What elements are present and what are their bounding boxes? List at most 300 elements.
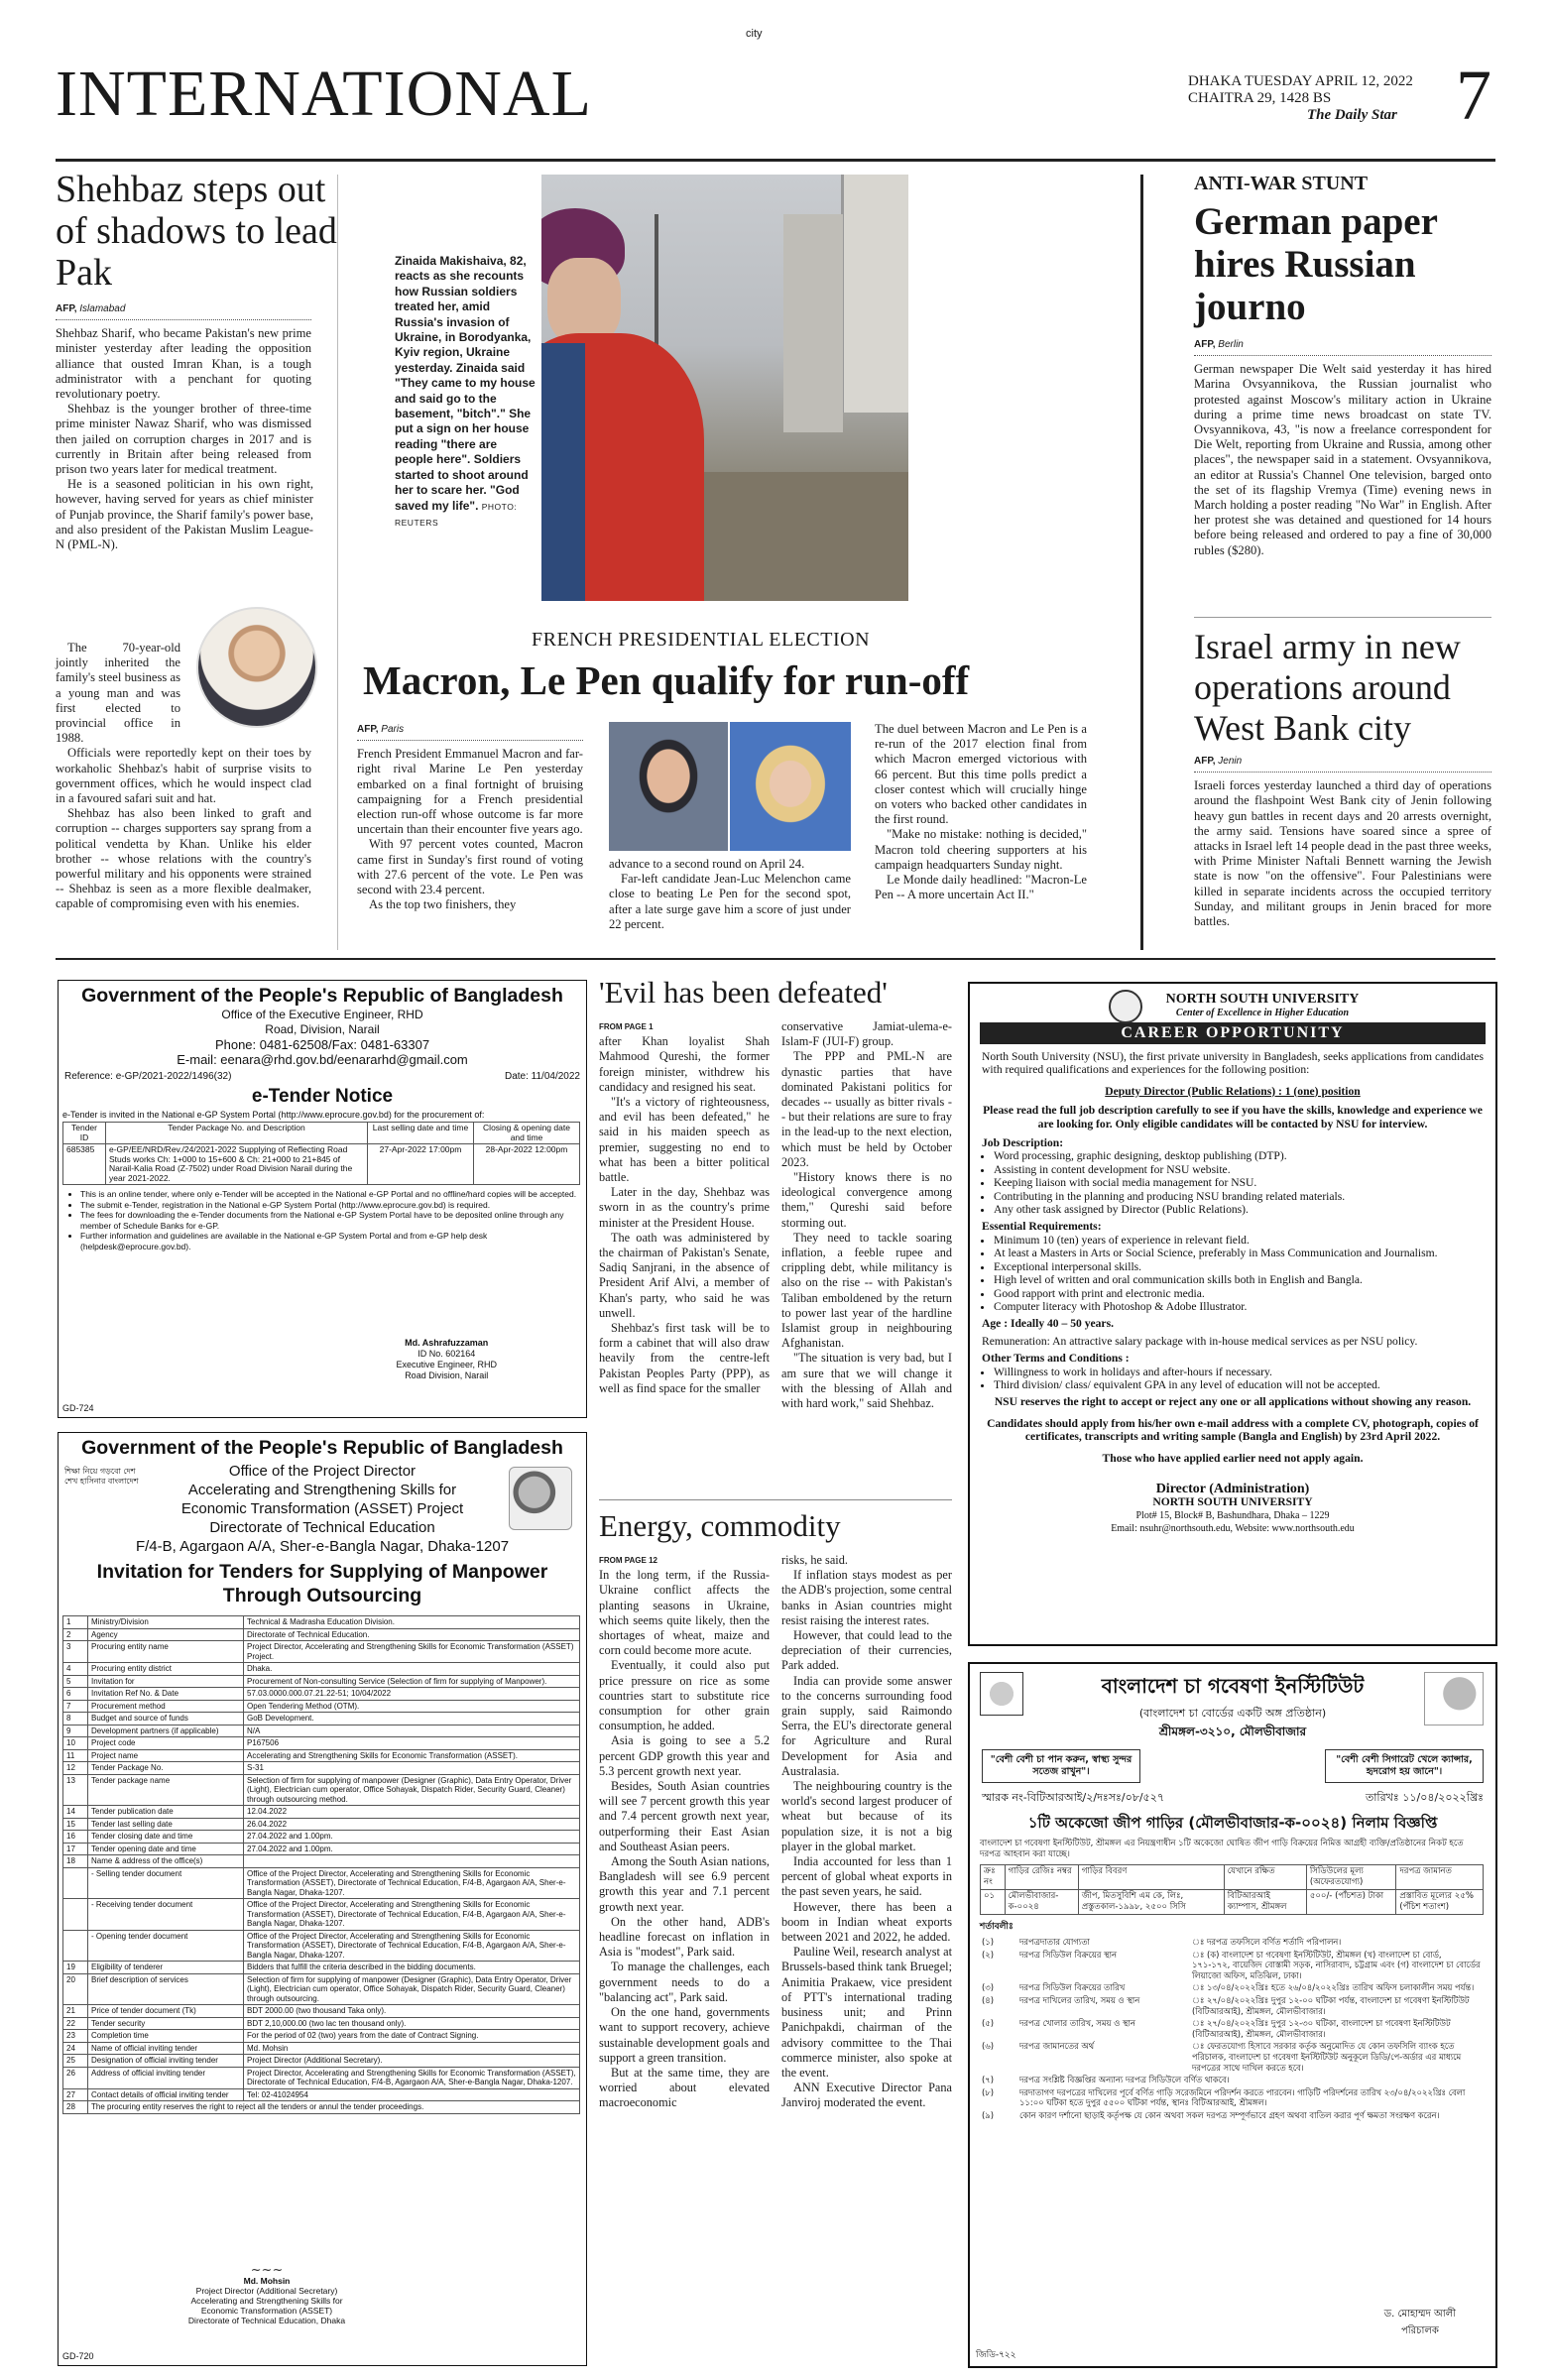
- paragraph: He is a seasoned politician in his own right, however, having served for years as chief minister of Punjab province, the Sharif family's power base, and also president of the Pakistan Muslim League-N (PML-N).: [56, 477, 313, 552]
- asset-tender: [58, 1432, 587, 2366]
- paragraph: The duel between Macron and Le Pen is a re-run of the 2017 election final from which Macron emerged victorious with 66 percent. But this time polls predict a closer contest which will crucially hinge on voters who backed other candidates in the first round.: [875, 722, 1087, 827]
- table-cell: (২): [982, 1949, 994, 1960]
- nsu-name: NORTH SOUTH UNIVERSITY: [1165, 992, 1360, 1007]
- from-page: FROM PAGE 1: [599, 1022, 654, 1031]
- paragraph: The neighbouring country is the world's second largest producer of wheat but because of its population size, it is not a big player in the global market.: [781, 1779, 952, 1853]
- table-cell: (৫): [982, 2018, 994, 2029]
- macron-lepen-photo: [609, 722, 851, 851]
- table-row: [63, 1930, 580, 1962]
- table-cell: Tender security: [88, 2017, 244, 2030]
- antiwar-kicker: ANTI-WAR STUNT: [1194, 173, 1369, 194]
- table-cell: 6: [63, 1688, 88, 1701]
- table-cell: দরপত্র জামানতের অর্থ: [1019, 2041, 1095, 2052]
- table-row: [63, 1688, 580, 1701]
- table-row: [980, 2109, 1484, 2122]
- paragraph: The oath was administered by the chairman of Pakistan's Senate, Sadiq Sanjrani, in the absence of President Arif Alvi, a member of Khan's party, who said he was unwell.: [599, 1230, 770, 1320]
- tea-signature: ড. মোহাম্মদ আলী পরিচালক: [1383, 2309, 1456, 2336]
- paragraph: Far-left candidate Jean-Luc Melenchon came close to beating Le Pen for the second spot, after a late surge gave him a score of just under 22 percent.: [609, 872, 851, 931]
- paragraph: German newspaper Die Welt said yesterday it has hired Marina Ovsyannikova, the Russian journalist who protested against Moscow's military action in Ukraine during a prime time news broadcast on state TV. Ovsyannikova, 43, "is now a freelance correspondent for Die Welt, reporting from Ukraine and Russia, among other places", the newspaper said in a statement. Ovsyannikova, an editor at Russia's Channel One television, barged onto the set of its flagship Vremya (Time) evening news in March holding a poster reading "No War" in English. After her protest she was detained and questioned for 14 hours before being released and ordered to pay a fine of 30,000 rubles ($280).: [1194, 362, 1491, 557]
- nsu-tagline: Center of Excellence in Higher Education: [1175, 1008, 1350, 1018]
- asset-title-2: Through Outsourcing: [222, 1585, 422, 1606]
- list-item: • Good rapport with print and electronic media.: [994, 1287, 1484, 1300]
- table-row: [63, 1973, 580, 2005]
- tea-slogan-left: "বেশী বেশী চা পান করুন, স্বাস্থ্য সুন্দর সতেজ রাখুন"।: [982, 1749, 1140, 1783]
- table-cell: 16: [63, 1831, 88, 1844]
- energy-col1: [599, 1553, 770, 2111]
- table-cell: Invitation for: [88, 1675, 244, 1688]
- table-cell: Tender publication date: [88, 1806, 244, 1819]
- table-cell: (৩): [982, 1982, 994, 1993]
- list-item: • Contributing in the planning and producing NSU branding related materials.: [994, 1190, 1484, 1203]
- table-cell: 12: [63, 1762, 88, 1775]
- nsu-req-title: Essential Requirements:: [982, 1220, 1102, 1234]
- nsu-position: Deputy Director (Public Relations) : 1 (one) position: [1105, 1084, 1361, 1098]
- table-cell: দরপত্র দাখিলের তারিখ, সময় ও স্থান: [1019, 1994, 1140, 2005]
- etender-notes: • This is an online tender, where only e-Tender will be accepted in the National e-GP Portal and no offline/hard copies will be accepted. • The submit e-Tender, registration in the National e-GP System Portal (http://www.eprocure.gov.bd) is required. • The fees for downloading the e-Tender documents from the National e-GP System Portal have to be deposited online through any member of Schedule Banks for e-GP. • Further information and guidelines are available in the National e-GP System Portal and from e-GP help desk (helpdesk@eprocure.gov.bd).: [80, 1189, 578, 1251]
- table-cell: 26.04.2022: [244, 1818, 580, 1831]
- table-cell: 12.04.2022: [244, 1806, 580, 1819]
- table-cell: 27: [63, 2088, 88, 2101]
- nsu-remun: Remuneration: An attractive salary package with in-house medical services as per NSU policy.: [982, 1334, 1418, 1348]
- evil-headline: 'Evil has been defeated': [599, 975, 888, 1010]
- table-cell: Accelerating and Strengthening Skills for Economic Transformation (ASSET).: [244, 1749, 580, 1762]
- table-cell: 28: [63, 2101, 88, 2114]
- table-row: [63, 1867, 580, 1899]
- table-cell: S-31: [244, 1762, 580, 1775]
- table-cell: Completion time: [88, 2030, 244, 2043]
- table-cell: 4: [63, 1663, 88, 1676]
- paragraph: French President Emmanuel Macron and far-right rival Marine Le Pen yesterday embarked on a final fortnight of bruising campaigning for a French presidential election run-off whose outcome is far more uncertain than their encounter five years ago.: [357, 747, 583, 837]
- macron-col1: [357, 722, 583, 912]
- etender-phone: Phone: 0481-62508/Fax: 0481-63307: [214, 1037, 430, 1052]
- table-cell: 22: [63, 2017, 88, 2030]
- table-row: [63, 1641, 580, 1663]
- nsu-intro: North South University (NSU), the first private university in Bangladesh, seeks applications from candidates with required qualifications and experiences for the following position:: [982, 1050, 1484, 1077]
- ad-code: GD-720: [62, 2351, 94, 2361]
- etender-table: Tender ID Tender Package No. and Description Last selling date and time Closing & opening date and time 685385 e-GP/EE/NRD/Rev./24/2021-2022 Supplying of Reflecting Road Studs works Ch: 1+000 to 15+600 & Ch: 21+000 to 21+845 of Narail-Kalia Road (Z-7502) under Road Division Narail during the year 2021-2022. 27-Apr-2022 17:00pm 28-Apr-2022 12:00pm: [62, 1122, 580, 1185]
- etender-title: e-Tender Notice: [251, 1086, 394, 1107]
- table-cell: Project name: [88, 1749, 244, 1762]
- tea-memo: স্মারক নং-বিটিআরআই/২/দঃসঃ/০৮/৫২৭: [982, 1791, 1165, 1804]
- table-cell: Dhaka.: [244, 1663, 580, 1676]
- table-row: [980, 2040, 1484, 2074]
- table-cell: 7: [63, 1700, 88, 1713]
- table-cell: 13: [63, 1774, 88, 1806]
- evil-col2: [781, 1019, 952, 1411]
- table-row: [63, 1737, 580, 1750]
- table-cell: 10: [63, 1737, 88, 1750]
- table-row: [63, 1663, 580, 1676]
- table-cell: 27.04.2022 and 1.00pm.: [244, 1831, 580, 1844]
- paragraph: India accounted for less than 1 percent of global wheat exports in the past seven years, he said.: [781, 1854, 952, 1899]
- table-cell: ঃ ১৩/০৪/২০২২খ্রিঃ হতে ২৬/০৪/২০২২খ্রিঃ তারিখ অফিস চলাকালীন সময় পর্যন্ত।: [1192, 1982, 1475, 1993]
- table-row: [63, 1628, 580, 1641]
- table-row: [63, 2101, 580, 2114]
- table-cell: (৬): [982, 2041, 994, 2052]
- table-cell: ঃ দরপত্র তফসিলে বর্ণিত শর্তাদি পরিপালন।: [1192, 1937, 1342, 1947]
- list-item: • Exceptional interpersonal skills.: [994, 1260, 1484, 1273]
- list-item: • Computer literacy with Photoshop & Adobe Illustrator.: [994, 1300, 1484, 1313]
- section-tag: city: [746, 28, 763, 40]
- table-cell: 20: [63, 1973, 88, 2005]
- tea-memo-date: তারিখঃ ১১/০৪/২০২২খ্রিঃ: [1365, 1791, 1484, 1804]
- paragraph: If inflation stays modest as per the ADB's projection, some central banks in Asian countries might resist raising the interest rates.: [781, 1568, 952, 1627]
- table-row: [63, 1831, 580, 1844]
- table-cell: [63, 1899, 88, 1931]
- paragraph: Shehbaz is the younger brother of three-time prime minister Nawaz Sharif, who was dismissed then jailed on corruption charges in 2017 and is currently in Britain after being released from prison two years later for medical treatment.: [56, 402, 311, 477]
- asset-bn-tag: শিক্ষা নিয়ে গড়বো দেশ শেখ হাসিনার বাংলাদেশ: [64, 1467, 139, 1486]
- date-line: [1188, 73, 1413, 124]
- paragraph: advance to a second round on April 24.: [609, 857, 805, 871]
- table-cell: দরপত্র খোলার তারিখ, সময় ও স্থান: [1019, 2018, 1135, 2029]
- asset-govt: Government of the People's Republic of Bangladesh: [81, 1437, 563, 1459]
- table-cell: ঃ ফেরতযোগ্য হিসাবে সরকার কর্তৃক অনুমোদিত যে কোন তফসিলি ব্যাংক হতে পরিচালক, বাংলাদেশ চা গবেষণা ইনস্টিটিউট অনুকূলে ডিডি/পে-অর্ডার এর মাধ্যমে দরপত্রের সাথে দাখিল করতে হবে।: [1192, 2041, 1462, 2073]
- nsu-already: Those who have applied earlier need not apply again.: [1102, 1451, 1364, 1465]
- tea-terms: [980, 1936, 1484, 2122]
- table-cell: ঃ (ক) বাংলাদেশ চা গবেষণা ইনস্টিটিউট, শ্রীমঙ্গল (খ) বাংলাদেশ চা বোর্ড, ১৭১-১৭২, বায়েজিদ বোস্তামী সড়ক, নাসিরাবাদ, চট্টগ্রাম এবং (গ) বাংলাদেশ চা বোর্ডের লিয়াজো অফিস, মতিঝিল, ঢাকা।: [1192, 1949, 1481, 1980]
- paragraph: To manage the challenges, each government needs to do a "balancing act", Park said.: [599, 1960, 770, 2004]
- table-cell: (৯): [982, 2109, 994, 2120]
- table-cell: - Receiving tender document: [88, 1899, 244, 1931]
- table-cell: BDT 2000.00 (two thousand Taka only).: [244, 2005, 580, 2018]
- table-cell: 19: [63, 1962, 88, 1974]
- paragraph: Later in the day, Shehbaz was sworn in as the country's prime minister at the President House.: [599, 1185, 770, 1230]
- nsu-please: Please read the full job description carefully to see if you have the skills, knowledge and experience we are looking for. Only eligible candidates will be contacted by NSU for interview.: [983, 1104, 1483, 1130]
- table-row: [63, 1762, 580, 1775]
- tea-title: বাংলাদেশ চা গবেষণা ইনস্টিটিউট: [1101, 1674, 1365, 1698]
- tea-sub: (বাংলাদেশ চা বোর্ডের একটি অঙ্গ প্রতিষ্ঠান): [1138, 1707, 1327, 1720]
- table-cell: Selection of firm for supplying of manpower (Designer (Graphic), Data Entry Operator, Driver (Light), Electrician cum operator, Office Sohayak, Dispatch Rider, Security Guard, Cleaner) through outsourcing.: [244, 1973, 580, 2005]
- nsu-apply: Candidates should apply from his/her own e-mail address with a complete CV, photograph, copies of certificates, transcripts and writing sample (Bangla and English) by 23rd April 2022.: [987, 1416, 1479, 1444]
- table-cell: Selection of firm for supplying of manpower (Designer (Graphic), Data Entry Operator, Driver (Light), Electrician cum operator, Office Sohayak, Dispatch Rider, Security Guard, Cleaner) through outsourcing method.: [244, 1774, 580, 1806]
- paragraph: Officials were reportedly kept on their toes by workaholic Shehbaz's habit of surprise visits to government offices, which he would inspect clad in a favoured safari suit and hat.: [56, 746, 311, 806]
- table-row: [980, 1936, 1484, 1949]
- tea-slogan-right: "বেশী বেশী সিগারেট খেলে ক্যান্সার, হৃদরোগ হয় জানে"।: [1325, 1749, 1484, 1783]
- etender-addr: Road, Division, Narail: [265, 1022, 380, 1036]
- table-cell: 23: [63, 2030, 88, 2043]
- table-cell: Open Tendering Method (OTM).: [244, 1700, 580, 1713]
- table-cell: Tender last selling date: [88, 1818, 244, 1831]
- antiwar-headline: German paper hires Russian journo: [1194, 200, 1438, 328]
- table-cell: - Opening tender document: [88, 1930, 244, 1962]
- list-item: • Willingness to work in holidays and after-hours if necessary.: [994, 1366, 1484, 1378]
- table-cell: Ministry/Division: [88, 1616, 244, 1629]
- table-row: [63, 1713, 580, 1726]
- asset-table: [62, 1615, 580, 2114]
- macron-headline: Macron, Le Pen qualify for run-off: [363, 657, 970, 703]
- paragraph: In the long term, if the Russia-Ukraine conflict affects the planting seasons in Ukraine, which seems quite likely, then the shortages of wheat, maize and corn could become more acute.: [599, 1568, 770, 1658]
- macron-byline: AFP, Paris: [357, 722, 583, 741]
- table-cell: N/A: [244, 1725, 580, 1737]
- table-row: [980, 1949, 1484, 1982]
- table-cell: Agency: [88, 1628, 244, 1641]
- tea-auction-ad: [968, 1662, 1497, 2368]
- table-cell: The procuring entity reserves the right to reject all the tenders or annul the tender proceedings.: [88, 2101, 580, 2114]
- table-cell: Procurement method: [88, 1700, 244, 1713]
- bangla-date: CHAITRA 29, 1428 BS: [1188, 90, 1332, 106]
- shehbaz-byline: AFP, Islamabad: [56, 301, 311, 320]
- list-item: • At least a Masters in Arts or Social Science, preferably in Mass Communication and Journalism.: [994, 1247, 1484, 1259]
- table-cell: 15: [63, 1818, 88, 1831]
- table-cell: ঃ ২৭/০৪/২০২২খ্রিঃ দুপুর ১২-০০ ঘটিকা পর্যন্ত, বাংলাদেশ চা গবেষণা ইনস্টিটিউট (বিটিআরআই), শ্রীমঙ্গল, মৌলভীবাজার।: [1192, 1994, 1470, 2016]
- section-title: INTERNATIONAL: [56, 58, 592, 130]
- table-cell: [63, 1930, 88, 1962]
- table-cell: Price of tender document (Tk): [88, 2005, 244, 2018]
- table-cell: Office of the Project Director, Accelerating and Strengthening Skills for Economic Transformation (ASSET), Directorate of Technical Education, F/4-B, Agargaon A/A, Sher-e-Bangla Nagar, Dhaka-1207.: [244, 1899, 580, 1931]
- table-cell: 27.04.2022 and 1.00pm.: [244, 1843, 580, 1855]
- nsu-email: Email: nsuhr@northsouth.edu, Website: www.northsouth.edu: [1111, 1523, 1355, 1535]
- tea-table: ক্রঃ নং গাড়ির রেজিঃ নম্বর গাড়ির বিবরণ যেখানে রক্ষিত সিডিউলের মূল্য (অফেরতযোগ্য) দরপত্র জামানত ০১ মৌলভীবাজার-ক-০০২৪ জীপ, মিতসুবিশি এম কে, লিঃ, প্রস্তুতকাল-১৯৯৮, ২৫০০ সিসি বিটিআরআই ক্যাম্পাস, শ্রীমঙ্গল ৫০০/- (পাঁচশত) টাকা প্রস্তাবিত মূল্যের ২৫% (পঁচিশ শতাংশ): [980, 1864, 1484, 1915]
- paragraph: India can provide some answer to the concerns surrounding food grain supply, said Raimondo Serra, the EU's directorate general for Agriculture and Rural Development for Asia and Australasia.: [781, 1673, 952, 1778]
- table-row: [980, 2017, 1484, 2040]
- table-cell: কোন কারণ দর্শানো ছাড়াই কর্তৃপক্ষ যে কোন অথবা সকল দরপত্র সম্পূর্ণভাবে গ্রহণ অথবা বাতিল করার পূর্ণ ক্ষমতা সংরক্ষণ করেন।: [1019, 2109, 1440, 2120]
- nsu-sign: Director (Administration): [1155, 1481, 1310, 1496]
- table-row: [63, 1616, 580, 1629]
- table-row: [63, 1806, 580, 1819]
- etender-ref: Reference: e-GP/2021-2022/1496(32): [64, 1071, 232, 1082]
- paragraph: On the one hand, governments want to support recovery, achieve sustainable development goals and support a green transition.: [599, 2005, 770, 2065]
- table-cell: (৪): [982, 1994, 994, 2005]
- paragraph: "The situation is very bad, but I am sure that we will change it with the blessing of Allah and with hard work," said Shehbaz.: [781, 1351, 952, 1411]
- table-row: [63, 1843, 580, 1855]
- paragraph: "History knows there is no ideological convergence among them," Qureshi said before storming out.: [781, 1170, 952, 1230]
- table-row: [980, 1994, 1484, 2017]
- table-cell: Technical & Madrasha Education Division.: [244, 1616, 580, 1629]
- tea-intro: বাংলাদেশ চা গবেষণা ইনস্টিটিউট, শ্রীমঙ্গল এর নিয়ন্ত্রণাধীন ১টি অকেজো ঘোষিত জীপ গাড়ি বিক্রয়ের নিমিত্ত আগ্রহী ব্যক্তি/প্রতিষ্ঠানের নিকট হতে দরপত্র আহবান করা যাচ্ছে।: [980, 1839, 1464, 1859]
- table-cell: 2: [63, 1628, 88, 1641]
- asset-signature: ~~~ Md. Mohsin Project Director (Additional Secretary) Accelerating and Strengthening Skills for Economic Transformation (ASSET) Directorate of Technical Education, Dhaka: [187, 2263, 346, 2325]
- paragraph: Besides, South Asian countries will see 7 percent growth this year and 7.4 percent growth next year, outperforming their East Asian and Southeast Asian peers.: [599, 1779, 770, 1853]
- etender-email: E-mail: eenara@rhd.gov.bd/eenararhd@gmail.com: [177, 1052, 468, 1067]
- etender-office: Office of the Executive Engineer, RHD: [221, 1008, 423, 1021]
- paragraph: Eventually, it could also put price pressure on rice as some countries start to substitute rice consumption for other grain consumption, he added.: [599, 1658, 770, 1733]
- table-row: [63, 1774, 580, 1806]
- nsu-other-title: Other Terms and Conditions :: [982, 1352, 1130, 1366]
- table-cell: (১): [982, 1937, 994, 1947]
- etender-signature: Md. Ashrafuzzaman ID No. 602164 Executive Engineer, RHD Road Division, Narail: [396, 1338, 497, 1380]
- table-cell: 14: [63, 1806, 88, 1819]
- paragraph: They need to tackle soaring inflation, a feeble rupee and crippling debt, while militancy is also on the rise -- with Pakistan's Taliban emboldened by the return to power last year of the hardline Islamist group in neighbouring Afghanistan.: [781, 1230, 952, 1351]
- paragraph: after Khan loyalist Shah Mahmood Qureshi, the former foreign minister, withdrew his candidacy and resigned his seat.: [599, 1034, 770, 1094]
- page-number: 7: [1456, 56, 1491, 135]
- date-text: DHAKA TUESDAY APRIL 12, 2022: [1188, 73, 1413, 89]
- table-cell: 17: [63, 1843, 88, 1855]
- nsu-logo: [1109, 990, 1142, 1023]
- photo-caption: [357, 175, 541, 601]
- table-cell: দরপত্র সংশ্লিষ্ট বিজ্ঞপ্তির অন্যান্য দরপত্র সিডিউলে বর্ণিত থাকবে।: [1019, 2075, 1230, 2085]
- table-row: [63, 1675, 580, 1688]
- list-item: • Assisting in content development for NSU website.: [994, 1163, 1484, 1176]
- israel-body: [1194, 754, 1491, 929]
- antiwar-body: [1194, 337, 1491, 558]
- table-cell: [244, 1855, 580, 1868]
- macron-photo: [609, 722, 728, 851]
- table-cell: Tender closing date and time: [88, 1831, 244, 1844]
- paragraph: risks, he said.: [781, 1553, 848, 1567]
- table-row: [980, 1981, 1484, 1994]
- paragraph: But at the same time, they are worried about elevated macroeconomic: [599, 2065, 770, 2110]
- paragraph: The PPP and PML-N are dynastic parties that have dominated Pakistani politics for decades -- usually as bitter rivals -- but their relations are sure to fray in the lead-up to the next election, which must be held by October 2023.: [781, 1049, 952, 1169]
- paragraph: Pauline Weil, research analyst at Brussels-based think tank Bruegel; Animitia Prakaew, vice president of PTT's international trading business unit; and Prinn Panichpakdi, chairman of the advisory committee to the Thai commerce minister, also spoke at the event.: [781, 1945, 952, 2080]
- table-row: [63, 1700, 580, 1713]
- list-item: • Keeping liaison with social media management for NSU.: [994, 1176, 1484, 1189]
- table-cell: দরদাতাগণ দরপত্রের দাখিলের পূর্বে বর্ণিত গাড়ি সরেজমিনে পরিদর্শন করতে পারবেন। গাড়িটি পরিদর্শনের তারিখ ২৩/০৪/২০২২খ্রিঃ বেলা ১১:০০ ঘটিকা হতে দুপুর ৫৫০০ ঘটিকা পর্যন্ত, স্থানঃ বিটিআরআই, শ্রীমঙ্গল।: [1019, 2086, 1466, 2108]
- list-item: • High level of written and oral communication skills both in English and Bangla.: [994, 1273, 1484, 1286]
- list-item: • Minimum 10 (ten) years of experience in relevant field.: [994, 1234, 1484, 1247]
- table-cell: (৭): [982, 2075, 994, 2085]
- table-cell: 26: [63, 2067, 88, 2088]
- asset-line: Accelerating and Strengthening Skills for: [187, 1482, 457, 1498]
- etender-intro: e-Tender is invited in the National e-GP System Portal (http://www.eprocure.gov.bd) for the procurement of:: [62, 1110, 485, 1120]
- ad-code: জিডি-৭২২: [976, 2350, 1016, 2360]
- table-cell: দরপত্র সিডিউল বিক্রয়ের তারিখ: [1019, 1982, 1126, 1993]
- nsu-reserve: NSU reserves the right to accept or reject any one or all applications without showing any reason.: [994, 1395, 1472, 1409]
- paragraph: "It's a victory of righteousness, and evil has been defeated," he said in his maiden speech as premier, suggesting no end to what has been a bitter political battle.: [599, 1095, 770, 1185]
- lepen-photo: [730, 722, 851, 851]
- table-cell: For the period of 02 (two) years from the date of Contract Signing.: [244, 2030, 580, 2043]
- macron-kicker: FRENCH PRESIDENTIAL ELECTION: [532, 629, 871, 651]
- table-cell: Tender Package No.: [88, 1762, 244, 1775]
- tea-terms-title: শর্তাবলীঃ: [980, 1922, 1013, 1932]
- israel-headline: Israel army in new operations around West Bank city: [1194, 627, 1461, 748]
- table-cell: Name of official inviting tender: [88, 2042, 244, 2055]
- table-cell: Development partners (if applicable): [88, 1725, 244, 1737]
- paragraph: Shehbaz Sharif, who became Pakistan's new prime minister yesterday after leading the opposition alliance that ousted Imran Khan, is a tough administrator with a penchant for quoting revolutionary poetry.: [56, 326, 311, 402]
- table-cell: Directorate of Technical Education.: [244, 1628, 580, 1641]
- asset-line: Directorate of Technical Education: [209, 1519, 435, 1536]
- nsu-addr: Plot# 15, Block# B, Bashundhara, Dhaka – 1229: [1135, 1509, 1330, 1521]
- table-row: [63, 1725, 580, 1737]
- paragraph: Israeli forces yesterday launched a third day of operations around the flashpoint West Bank city of Jenin following heavy gun battles in recent days and 20 arrests overnight, the army said. Tensions have soared since a spree of attacks in Israel left 14 people dead in the past three weeks, with Prime Minister Naftali Bennett warning the Jewish state is now "on the offensive". Four Palestinians were killed in separate incidents across the occupied territory Sunday, and militant groups in Jenin braced for more battles.: [1194, 778, 1491, 929]
- table-cell: Bidders that fulfill the criteria described in the bidding documents.: [244, 1962, 580, 1974]
- table-cell: 3: [63, 1641, 88, 1663]
- table-cell: Md. Mohsin: [244, 2042, 580, 2055]
- table-row: [63, 1855, 580, 1868]
- paragraph: "Make no mistake: nothing is decided," Macron told cheering supporters at his campaign headquarters Sunday night.: [875, 827, 1087, 872]
- tea-portrait: [1424, 1672, 1484, 1726]
- table-cell: Eligibility of tenderer: [88, 1962, 244, 1974]
- israel-byline: AFP, Jenin: [1194, 754, 1491, 773]
- table-cell: (৮): [982, 2086, 994, 2097]
- etender-date: Date: 11/04/2022: [505, 1071, 580, 1082]
- asset-logo: [509, 1467, 572, 1530]
- table-row: [63, 2042, 580, 2055]
- paragraph: On the other hand, ADB's headline forecast on inflation in Asia is "modest", Park said.: [599, 1914, 770, 1960]
- table-cell: দরপত্র সিডিউল বিক্রয়ের স্থান: [1019, 1949, 1118, 1960]
- table-cell: Procuring entity district: [88, 1663, 244, 1676]
- paragraph: Among the South Asian nations, Bangladesh will see 6.9 percent growth this year and 7.1 percent growth next year.: [599, 1854, 770, 1914]
- paragraph: The 70-year-old jointly inherited the family's steel business as a young man and was first elected to provincial office in 1988.: [56, 641, 180, 746]
- table-cell: দরপত্রদাতার যোগ্যতা: [1019, 1937, 1090, 1947]
- table-row: [63, 2088, 580, 2101]
- paper-name: The Daily Star: [1307, 107, 1397, 123]
- list-item: • Word processing, graphic designing, desktop publishing (DTP).: [994, 1149, 1484, 1162]
- nsu-jd-title: Job Description:: [982, 1136, 1064, 1150]
- macron-col2: [609, 857, 851, 932]
- tea-logo: [980, 1672, 1023, 1716]
- table-row: [63, 1749, 580, 1762]
- table-cell: Office of the Project Director, Accelerating and Strengthening Skills for Economic Transformation (ASSET), Directorate of Technical Education, F/4-B, Agargaon A/A, Sher-e-Bangla Nagar, Dhaka-1207.: [244, 1867, 580, 1899]
- evil-col1: [599, 1019, 770, 1396]
- table-row: [63, 2005, 580, 2018]
- shehbaz-body-wrap: [56, 641, 311, 912]
- table-cell: Designation of official inviting tender: [88, 2055, 244, 2068]
- asset-title: Invitation for Tenders for Supplying of Manpower: [96, 1561, 548, 1583]
- paragraph: However, that could lead to the depreciation of their currencies, Park added.: [781, 1628, 952, 1673]
- list-item: • Any other task assigned by Director (Public Relations).: [994, 1203, 1484, 1216]
- table-cell: Address of official inviting tender: [88, 2067, 244, 2088]
- table-cell: Tel: 02-41024954: [244, 2088, 580, 2101]
- energy-col2: [781, 1553, 952, 2111]
- masthead-rule: [56, 159, 1495, 162]
- table-cell: 9: [63, 1725, 88, 1737]
- table-cell: Brief description of services: [88, 1973, 244, 2005]
- asset-line: F/4-B, Agargaon A/A, Sher-e-Bangla Nagar, Dhaka-1207: [135, 1538, 510, 1555]
- table-cell: Procuring entity name: [88, 1641, 244, 1663]
- paragraph: conservative Jamiat-ulema-e-Islam-F (JUI-F) group.: [781, 1019, 952, 1049]
- table-row: [63, 2055, 580, 2068]
- paragraph: Le Monde daily headlined: "Macron-Le Pen -- A more uncertain Act II.": [875, 873, 1087, 902]
- table-cell: 24: [63, 2042, 88, 2055]
- table-cell: P167506: [244, 1737, 580, 1750]
- tea-notice-title: ১টি অকেজো জীপ গাড়ির (মৌলভীবাজার-ক-০০২৪) নিলাম বিজ্ঞপ্তি: [1027, 1814, 1438, 1832]
- table-cell: ঃ ২৭/০৪/২০২২খ্রিঃ দুপুর ১২-৩০ ঘটিকা, বাংলাদেশ চা গবেষণা ইনস্টিটিউট (বিটিআরআই), শ্রীমঙ্গল, মৌলভীবাজার।: [1192, 2018, 1451, 2039]
- table-cell: - Selling tender document: [88, 1867, 244, 1899]
- nsu-sign-2: NORTH SOUTH UNIVERSITY: [1152, 1495, 1313, 1509]
- shehbaz-headline: Shehbaz steps out of shadows to lead Pak: [56, 169, 337, 294]
- etender-notice: [58, 980, 587, 1418]
- shehbaz-body: [56, 301, 311, 552]
- etender-govt: Government of the People's Republic of Bangladesh: [81, 985, 563, 1007]
- table-row: [980, 2086, 1484, 2109]
- table-cell: GoB Development.: [244, 1713, 580, 1726]
- table-cell: Name & address of the office(s): [88, 1855, 244, 1868]
- paragraph: As the top two finishers, they: [369, 897, 517, 912]
- table-cell: Budget and source of funds: [88, 1713, 244, 1726]
- energy-headline: Energy, commodity: [599, 1508, 841, 1543]
- nsu-banner: CAREER OPPORTUNITY: [980, 1022, 1486, 1044]
- paragraph: ANN Executive Director Pana Janviroj moderated the event.: [781, 2081, 952, 2110]
- table-cell: 18: [63, 1855, 88, 1868]
- nsu-age: Age : Ideally 40 – 50 years.: [982, 1317, 1114, 1331]
- table-cell: Office of the Project Director, Accelerating and Strengthening Skills for Economic Transformation (ASSET), Directorate of Technical Education, F/4-B, Agargaon A/A, Sher-e-Bangla Nagar, Dhaka-1207.: [244, 1930, 580, 1962]
- table-cell: 1: [63, 1616, 88, 1629]
- caption-text: Zinaida Makishaiva, 82, reacts as she recounts how Russian soldiers treated her, amid Russia's invasion of Ukraine, in Borodyanka, Kyiv region, Ukraine yesterday. Zinaida said "They came to my house and said go to the basement, "bitch"." She put a sign on her house reading "there are people here". Soldiers started to shoot around her to scare her. "God saved my life".: [395, 254, 536, 513]
- table-cell: Project Director (Additional Secretary).: [244, 2055, 580, 2068]
- photo-credit: PHOTO: REUTERS: [395, 501, 518, 528]
- table-row: [63, 2017, 580, 2030]
- macron-col3: [875, 722, 1087, 902]
- paragraph: However, there has been a boom in Indian wheat exports between 2021 and 2022, he added.: [781, 1899, 952, 1945]
- table-cell: Tender package name: [88, 1774, 244, 1806]
- paragraph: With 97 percent votes counted, Macron came first in Sunday's first round of voting with 27.6 percent of the vote. Le Pen was second with 23.4 percent.: [357, 837, 583, 897]
- table-row: [63, 1962, 580, 1974]
- ad-code: GD-724: [62, 1403, 94, 1413]
- table-cell: 25: [63, 2055, 88, 2068]
- table-row: [63, 1899, 580, 1931]
- paragraph: Asia is going to see a 5.2 percent GDP growth this year and 5.3 percent growth next year.: [599, 1733, 770, 1778]
- list-item: • Third division/ class/ equivalent GPA in any level of education will not be accepted.: [994, 1378, 1484, 1391]
- table-row: [63, 1818, 580, 1831]
- table-cell: Invitation Ref No. & Date: [88, 1688, 244, 1701]
- table-row: [980, 2074, 1484, 2086]
- table-cell: Procurement of Non-consulting Service (Selection of firm for supplying of Manpower).: [244, 1675, 580, 1688]
- table-cell: 21: [63, 2005, 88, 2018]
- table-cell: [63, 1867, 88, 1899]
- table-cell: Tender opening date and time: [88, 1843, 244, 1855]
- antiwar-byline: AFP, Berlin: [1194, 337, 1491, 356]
- paragraph: Shehbaz's first task will be to form a cabinet that will also draw heavily from the centre-left Pakistan Peoples Party (PPP), as well as find space for the smaller: [599, 1321, 770, 1395]
